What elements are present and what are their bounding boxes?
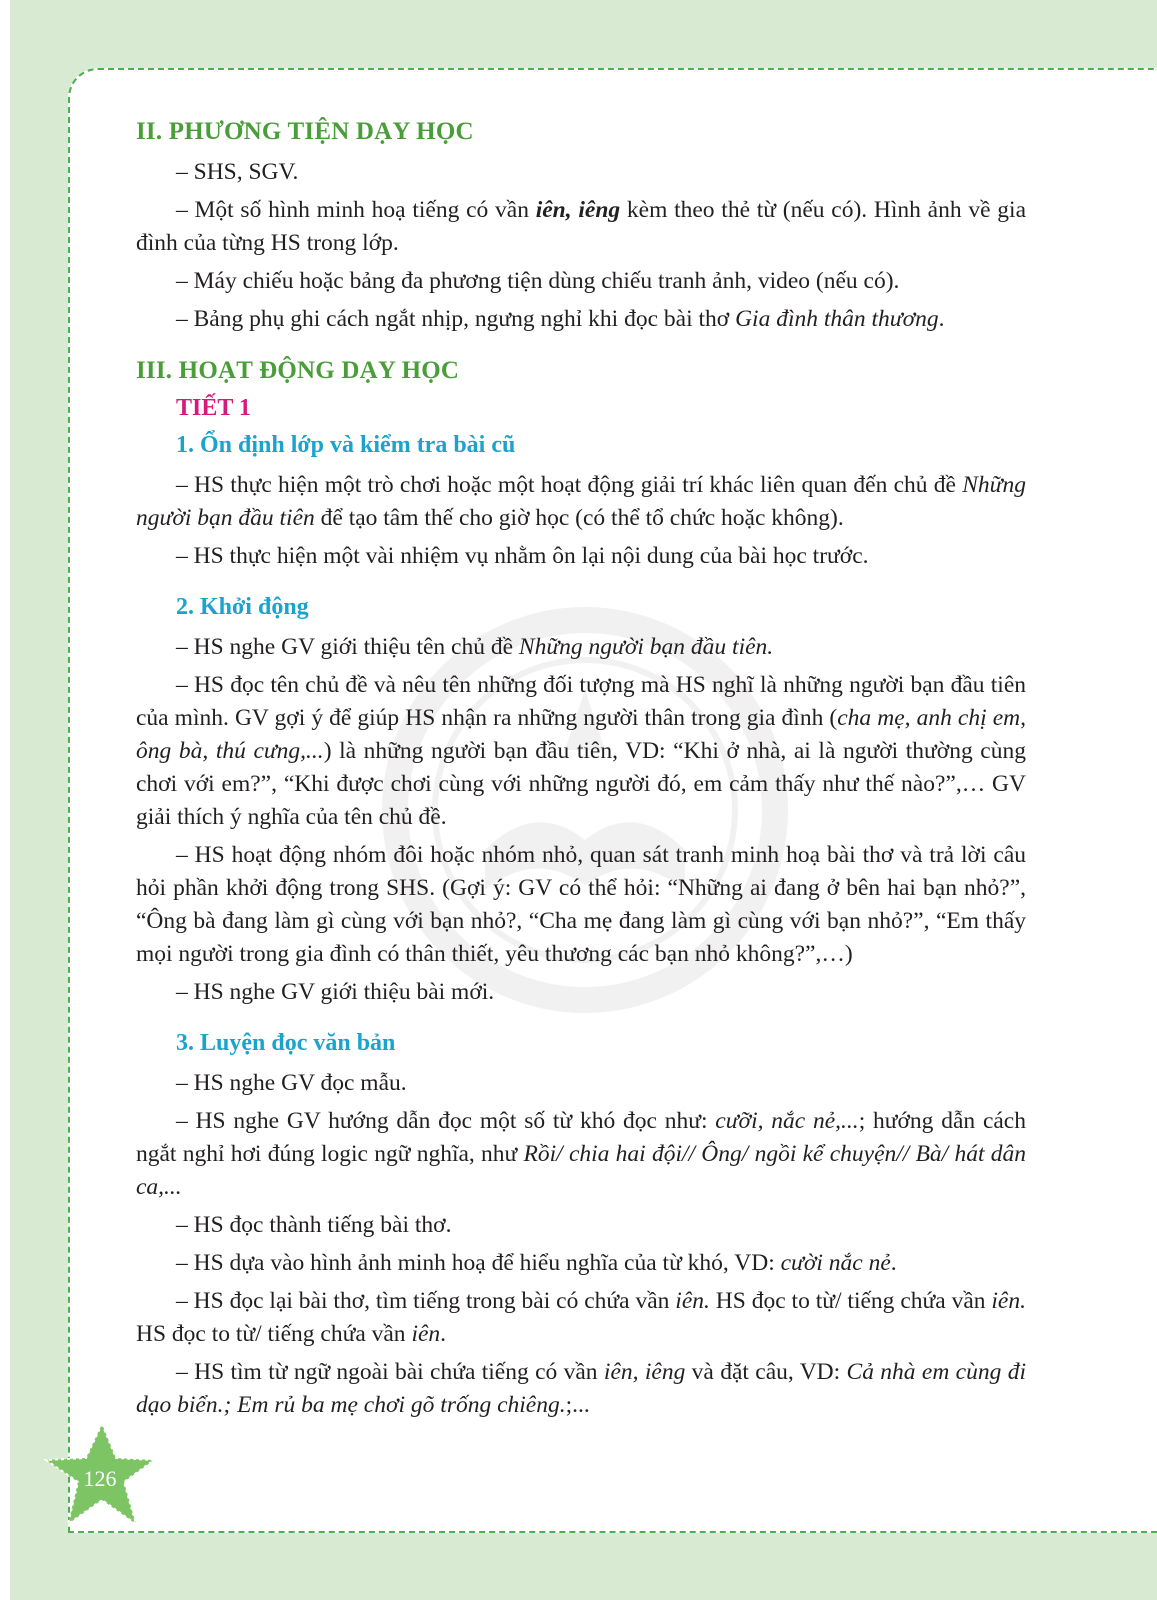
paragraph: – HS nghe GV giới thiệu tên chủ đề Những người bạn đầu tiên.	[176, 634, 774, 660]
left-margin-strip	[0, 0, 10, 1600]
section-heading-teaching-materials: II. PHƯƠNG TIỆN DẠY HỌC	[136, 118, 474, 145]
paragraph: – HS dựa vào hình ảnh minh hoạ để hiểu nghĩa của từ khó, VD: cười nắc nẻ.	[176, 1250, 897, 1276]
page-number-star-icon	[40, 1420, 160, 1530]
paragraph: – HS nghe GV đọc mẫu.	[176, 1070, 407, 1096]
page-number: 126	[83, 1466, 117, 1491]
list-item: – Máy chiếu hoặc bảng đa phương tiện dùng chiếu tranh ảnh, video (nếu có).	[176, 268, 900, 294]
section-heading-teaching-activities: III. HOẠT ĐỘNG DẠY HỌC	[136, 357, 460, 384]
page-content	[136, 118, 1026, 1427]
paragraph: – HS đọc thành tiếng bài thơ.	[176, 1212, 452, 1238]
list-item: – Một số hình minh hoạ tiếng có vần iên, iêng kèm theo thẻ từ (nếu có). Hình ảnh về gia đình của từng HS trong lớp.	[136, 197, 1027, 256]
subsection-heading-warm-up: 2. Khởi động	[176, 594, 309, 620]
subsection-heading-reading-practice: 3. Luyện đọc văn bản	[176, 1030, 396, 1056]
paragraph: – HS thực hiện một vài nhiệm vụ nhằm ôn lại nội dung của bài học trước.	[176, 543, 869, 569]
list-item: – SHS, SGV.	[176, 159, 299, 185]
list-item: – Bảng phụ ghi cách ngắt nhịp, ngưng nghỉ khi đọc bài thơ Gia đình thân thương.	[176, 306, 945, 332]
subsection-heading-class-stabilization: 1. Ổn định lớp và kiểm tra bài cũ	[176, 432, 516, 458]
paragraph: – HS nghe GV giới thiệu bài mới.	[176, 979, 495, 1005]
paragraph: – HS đọc tên chủ đề và nêu tên những đối tượng mà HS nghĩ là những người bạn đầu tiên của mình. GV gợi ý để giúp HS nhận ra những người thân trong gia đình (cha mẹ, anh chị em, ông bà, thú cưng,...) là những người bạn đầu tiên, VD: “Khi ở nhà, ai là người thường cùng chơi với em?”, “Khi được chơi cùng với những người đó, em cảm thấy như thế nào?”,… GV giải thích ý nghĩa của tên chủ đề.	[136, 672, 1026, 830]
paragraph: – HS tìm từ ngữ ngoài bài chứa tiếng có vần iên, iêng và đặt câu, VD: Cả nhà em cùng đi dạo biển.; Em rủ ba mẹ chơi gõ trống chiêng.;...	[136, 1359, 1026, 1418]
paragraph: – HS nghe GV hướng dẫn đọc một số từ khó đọc như: cưỡi, nắc nẻ,...; hướng dẫn cách ngắt nghỉ hơi đúng logic ngữ nghĩa, như Rồi/ chia hai đội// Ông/ ngồi kể chuyện// Bà/ hát dân ca,...	[136, 1108, 1026, 1200]
paragraph: – HS hoạt động nhóm đôi hoặc nhóm nhỏ, quan sát tranh minh hoạ bài thơ và trả lời câu hỏi phần khởi động trong SHS. (Gợi ý: GV có thể hỏi: “Những ai đang ở bên hai bạn nhỏ?”, “Ông bà đang làm gì cùng với bạn nhỏ?, “Cha mẹ đang làm gì cùng với bạn nhỏ?”, “Em thấy mọi người trong gia đình có thân thiết, yêu thương các bạn nhỏ không?”,…)	[136, 842, 1026, 967]
paragraph: – HS thực hiện một trò chơi hoặc một hoạt động giải trí khác liên quan đến chủ đề Những người bạn đầu tiên để tạo tâm thế cho giờ học (có thể tổ chức hoặc không).	[136, 472, 1026, 531]
paragraph: – HS đọc lại bài thơ, tìm tiếng trong bài có chứa vần iên. HS đọc to từ/ tiếng chứa vần iên. HS đọc to từ/ tiếng chứa vần iên.	[136, 1288, 1026, 1347]
lesson-period-title: TIẾT 1	[176, 395, 251, 421]
